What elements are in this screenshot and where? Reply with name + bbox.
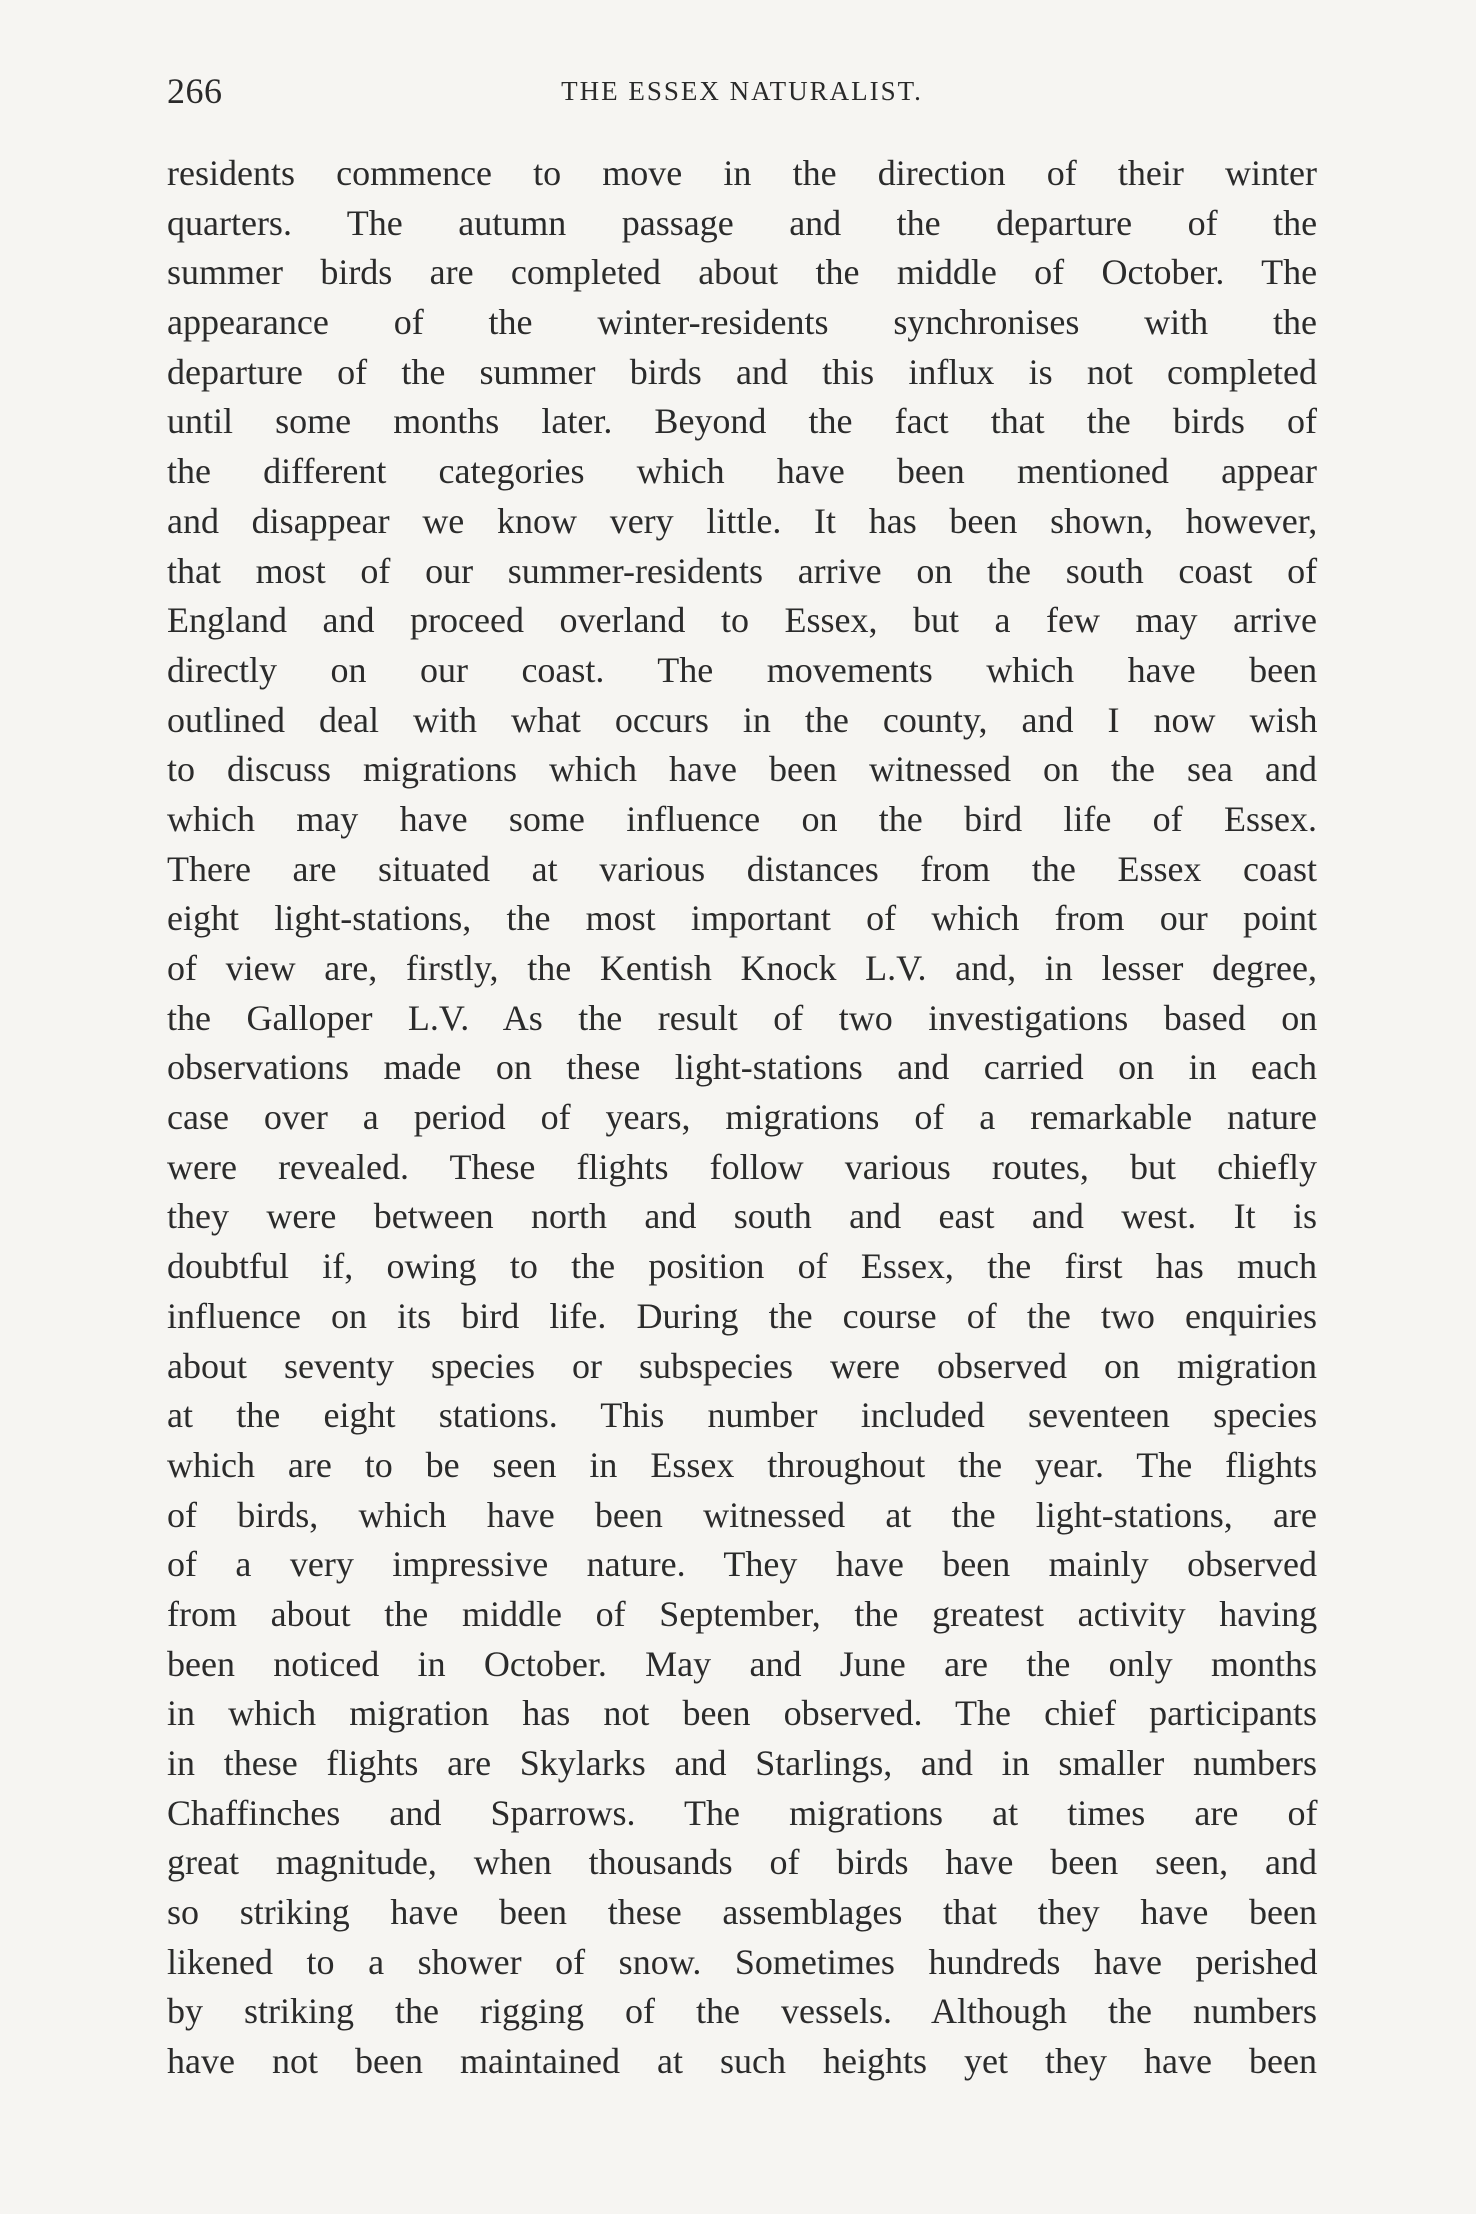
- text-line: at the eight stations. This number included seventeen species: [167, 1395, 1318, 1436]
- text-line: outlined deal with what occurs in the county, and I now wish: [167, 699, 1318, 740]
- text-line: appearance of the winter-residents synchronises with the: [167, 302, 1317, 343]
- text-line: doubtful if, owing to the position of Essex, the first has much: [167, 1246, 1317, 1287]
- text-line: of view are, firstly, the Kentish Knock L.V. and, in lesser degree,: [167, 948, 1317, 988]
- text-line: by striking the rigging of the vessels. Although the numbers: [167, 1991, 1317, 2032]
- text-line: quarters. The autumn passage and the departure of the: [167, 202, 1318, 243]
- text-line: likened to a shower of snow. Sometimes hundreds have perished: [167, 1941, 1318, 1982]
- text-line: from about the middle of September, the greatest activity having: [167, 1593, 1318, 1634]
- text-line: England and proceed overland to Essex, but a few may arrive: [167, 600, 1317, 641]
- text-line: the different categories which have been mentioned appear: [167, 451, 1317, 492]
- text-line: summer birds are completed about the middle of October. The: [167, 252, 1318, 293]
- text-line: of a very impressive nature. They have been mainly observed: [167, 1544, 1318, 1585]
- text-line: observations made on these light-stations and carried on in each: [167, 1047, 1317, 1088]
- text-line: great magnitude, when thousands of birds have been seen, and: [167, 1842, 1317, 1883]
- text-line: have not been maintained at such heights yet they have been: [167, 2041, 1317, 2082]
- text-line: directly on our coast. The movements which have been: [167, 649, 1318, 690]
- page-number: 266: [167, 71, 223, 111]
- text-line: about seventy species or subspecies were observed on migration: [167, 1345, 1317, 1386]
- running-head: [167, 70, 1317, 120]
- text-line: eight light-stations, the most important of which from our point: [167, 898, 1317, 939]
- text-line: been noticed in October. May and June are the only months: [167, 1643, 1317, 1684]
- text-line: the Galloper L.V. As the result of two investigations based on: [167, 997, 1318, 1038]
- text-line: which are to be seen in Essex throughout the year. The flights: [167, 1444, 1318, 1485]
- body-paragraph: [167, 149, 1317, 2087]
- text-line: they were between north and south and east and west. It is: [167, 1196, 1317, 1237]
- text-line: case over a period of years, migrations of a remarkable nature: [167, 1097, 1317, 1138]
- text-line: in these flights are Skylarks and Starlings, and in smaller numbers: [167, 1743, 1317, 1783]
- text-line: in which migration has not been observed. The chief participants: [167, 1693, 1318, 1734]
- text-line: of birds, which have been witnessed at the light-stations, are: [167, 1494, 1317, 1535]
- text-line: residents commence to move in the direction of their winter: [167, 153, 1317, 193]
- text-line: influence on its bird life. During the course of the two enquiries: [167, 1295, 1317, 1336]
- text-line: were revealed. These flights follow various routes, but chiefly: [167, 1146, 1318, 1187]
- text-line: that most of our summer-residents arrive on the south coast of: [167, 550, 1318, 591]
- text-line: departure of the summer birds and this influx is not completed: [167, 351, 1317, 392]
- journal-title: THE ESSEX NATURALIST.: [561, 76, 923, 106]
- text-line: so striking have been these assemblages that they have been: [167, 1892, 1317, 1933]
- text-line: to discuss migrations which have been witnessed on the sea and: [167, 749, 1317, 790]
- text-line: until some months later. Beyond the fact that the birds of: [167, 401, 1317, 442]
- text-line: Chaffinches and Sparrows. The migrations at times are of: [167, 1792, 1318, 1833]
- text-line: which may have some influence on the bird life of Essex.: [167, 798, 1317, 839]
- text-line: There are situated at various distances from the Essex coast: [167, 848, 1317, 889]
- text-line: and disappear we know very little. It has been shown, however,: [167, 500, 1318, 541]
